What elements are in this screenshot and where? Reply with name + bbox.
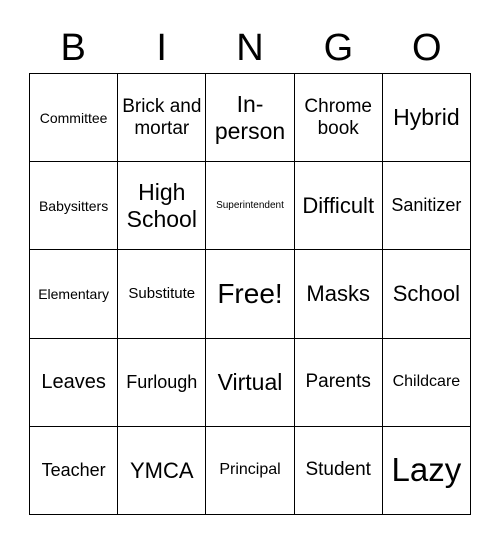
bingo-cell[interactable]: Brick and mortar <box>118 74 206 162</box>
bingo-cell[interactable]: Chrome book <box>295 74 383 162</box>
bingo-cell[interactable]: Principal <box>206 427 294 515</box>
bingo-cell[interactable]: Elementary <box>30 250 118 338</box>
bingo-cell[interactable]: Superintendent <box>206 162 294 250</box>
bingo-cell[interactable]: YMCA <box>118 427 206 515</box>
bingo-cell[interactable]: Committee <box>30 74 118 162</box>
free-space[interactable]: Free! <box>206 250 294 338</box>
bingo-cell[interactable]: Childcare <box>383 339 471 427</box>
header-letter-o: O <box>412 27 442 69</box>
bingo-cell[interactable]: Teacher <box>30 427 118 515</box>
bingo-cell[interactable]: Hybrid <box>383 74 471 162</box>
bingo-cell[interactable]: Difficult <box>295 162 383 250</box>
bingo-cell[interactable]: Masks <box>295 250 383 338</box>
header-letter-g: G <box>323 27 354 69</box>
bingo-cell[interactable]: Babysitters <box>30 162 118 250</box>
bingo-cell[interactable]: Student <box>295 427 383 515</box>
bingo-cell[interactable]: Parents <box>295 339 383 427</box>
bingo-header <box>29 22 471 74</box>
header-letter-i: I <box>156 27 167 69</box>
bingo-board <box>29 73 471 515</box>
bingo-cell[interactable]: Leaves <box>30 339 118 427</box>
bingo-cell[interactable]: School <box>383 250 471 338</box>
bingo-cell[interactable]: Furlough <box>118 339 206 427</box>
bingo-cell[interactable]: High School <box>118 162 206 250</box>
bingo-cell[interactable]: Lazy <box>383 427 471 515</box>
bingo-cell[interactable]: Sanitizer <box>383 162 471 250</box>
bingo-cell[interactable]: Virtual <box>206 339 294 427</box>
header-letter-n: N <box>236 27 264 69</box>
header-letter-b: B <box>60 27 86 69</box>
bingo-cell[interactable]: Substitute <box>118 250 206 338</box>
bingo-cell[interactable]: In-person <box>206 74 294 162</box>
